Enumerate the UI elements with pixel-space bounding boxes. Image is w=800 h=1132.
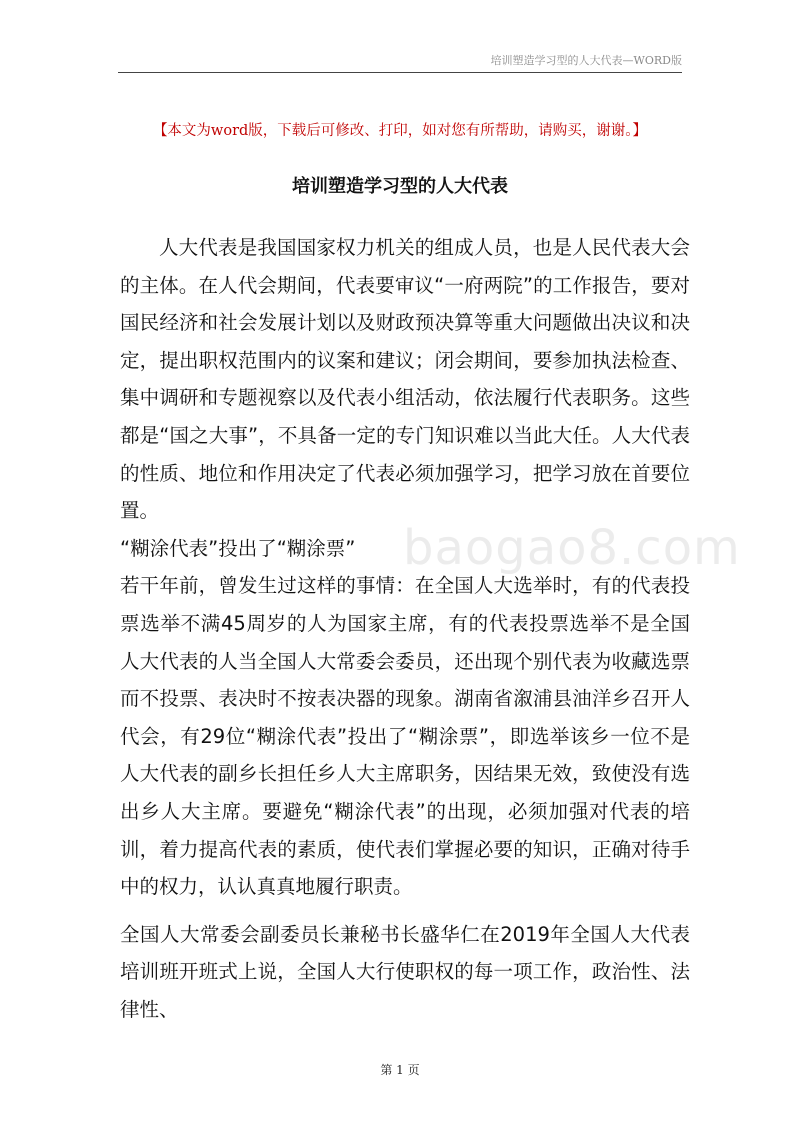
download-notice: 【本文为word版，下载后可修改、打印，如对您有所帮助，请购买，谢谢。】 [152,123,648,139]
paragraph-speech: 全国人大常委会副委员长兼秘书长盛华仁在2019年全国人大代表培训班开班式上说，全国人大行使职权的每一项工作，政治性、法律性、 [120,922,690,1021]
paragraph-intro: 人大代表是我国国家权力机关的组成人员，也是人民代表大会的主体。在人代会期间，代表要审议“一府两院”的工作报告，要对国民经济和社会发展计划以及财政预决算等重大问题做出决议和决定，提出职权范围内的议案和建议；闭会期间，要参加执法检查、集中调研和专题视察以及代表小组活动，依法履行代表职务。这些都是“国之大事”，不具备一定的专门知识难以当此大任。人大代表的性质、地位和作用决定了代表必须加强学习，把学习放在首要位置。 [120,236,690,523]
watermark: baogao8.com [403,520,741,576]
section-heading: “糊涂代表”投出了“糊涂票” [120,536,356,560]
header-divider [118,72,682,73]
document-body [120,229,690,1028]
header-title: 培训塑造学习型的人大代表—WORD版 [490,54,682,67]
document-title: 培训塑造学习型的人大代表 [292,176,508,197]
page-number: 第 1 页 [380,1063,420,1077]
page-header [0,0,800,76]
paragraph-example: 若干年前，曾发生过这样的事情：在全国人大选举时，有的代表投票选举不满45周岁的人为国家主席，有的代表投票选举不是全国人大代表的人当全国人大常委会委员，还出现个别代表为收藏选票而不投票、表决时不按表决器的现象。湖南省溆浦县油洋乡召开人代会，有29位“糊涂代表”投出了“糊涂票”，即选举该乡一位不是人大代表的副乡长担任乡人大主席职务，因结果无效，致使没有选出乡人大主席。要避免“糊涂代表”的出现，必须加强对代表的培训，着力提高代表的素质，使代表们掌握必要的知识，正确对待手中的权力，认认真真地履行职责。 [120,574,690,899]
